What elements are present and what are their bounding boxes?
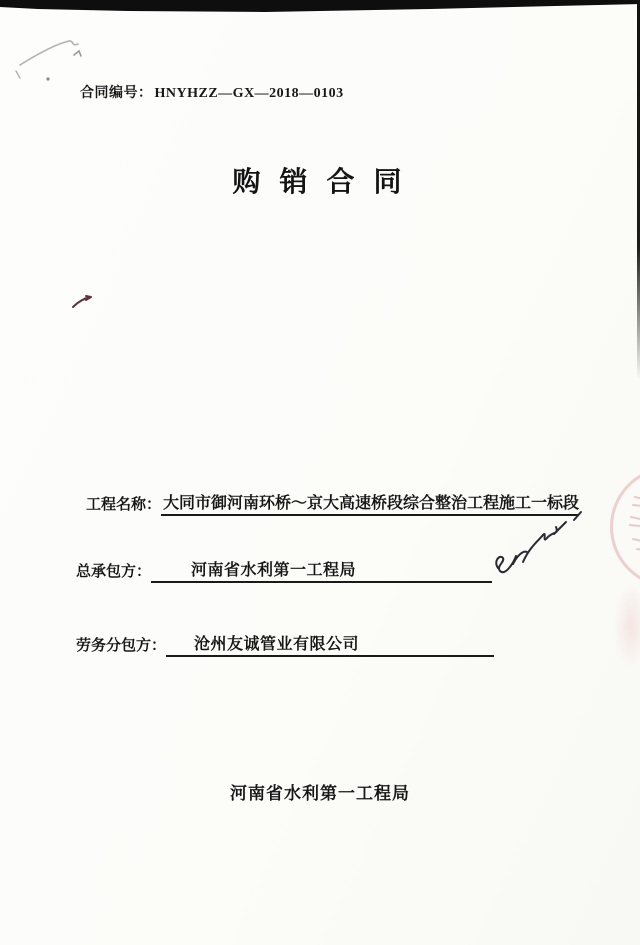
labor-subcontractor-label: 劳务分包方： bbox=[76, 638, 167, 654]
labor-subcontractor-underline bbox=[166, 631, 494, 657]
red-seal-smudge bbox=[614, 584, 640, 668]
project-name-value: 大同市御河南环桥～京大高速桥段综合整治工程施工一标段 bbox=[163, 495, 580, 512]
handwritten-ink-note bbox=[486, 506, 586, 584]
field-row-labor-subcontractor bbox=[76, 630, 494, 657]
small-pen-mark bbox=[70, 293, 96, 311]
general-contractor-label: 总承包方： bbox=[76, 564, 152, 580]
contract-number-value: HNYHZZ—GX—2018—0103 bbox=[154, 86, 344, 101]
labor-subcontractor-value: 沧州友诚管业有限公司 bbox=[194, 636, 360, 653]
red-seal-inner-marks bbox=[621, 491, 640, 561]
red-seal-partial bbox=[610, 466, 640, 588]
contract-number-label: 合同编号： bbox=[80, 86, 153, 101]
document-title: 购 销 合 同 bbox=[232, 167, 408, 198]
general-contractor-underline bbox=[151, 557, 492, 583]
project-name-label: 工程名称： bbox=[86, 497, 162, 513]
scan-edge-top-band bbox=[0, 0, 640, 14]
footer-organization: 河南省水利第一工程局 bbox=[230, 784, 410, 803]
pencil-scribble-marks bbox=[12, 25, 107, 87]
field-row-general-contractor bbox=[76, 556, 492, 583]
contract-number-line bbox=[80, 82, 344, 102]
general-contractor-value: 河南省水利第一工程局 bbox=[191, 562, 357, 579]
